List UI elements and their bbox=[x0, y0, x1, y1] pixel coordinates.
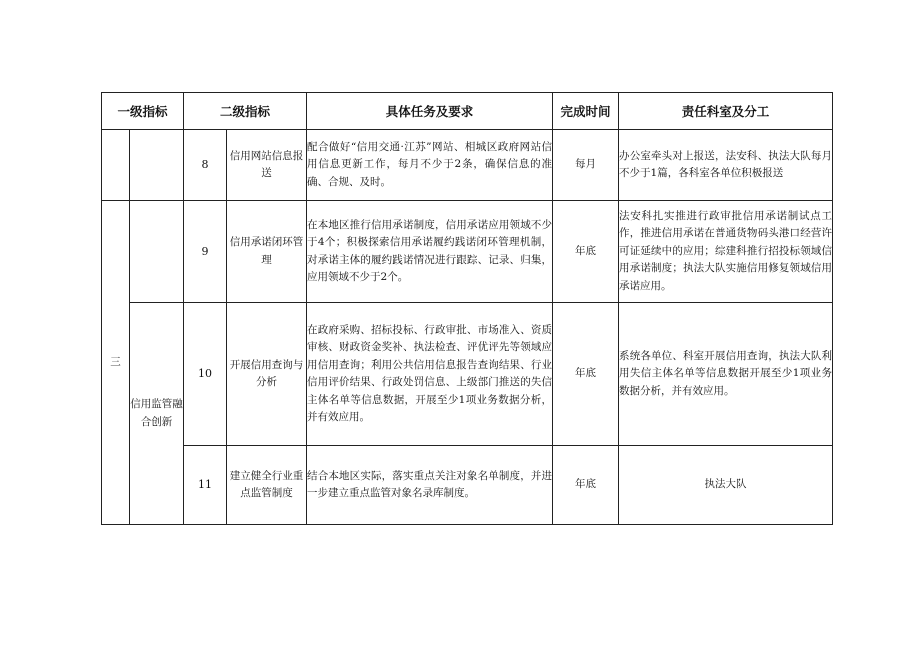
deadline: 每月 bbox=[553, 130, 619, 201]
responsibility: 系统各单位、科室开展信用查询，执法大队利用失信主体名单等信息数据开展至少1项业务数据分析，并有效应用。 bbox=[619, 303, 833, 446]
level1-number: 三 bbox=[102, 201, 130, 525]
responsibility: 法安科扎实推进行政审批信用承诺制试点工作，推进信用承诺在普通货物码头港口经营许可证延续中的应用；综建科推行招投标领域信用承诺制度；执法大队实施信用修复领域信用承诺应用。 bbox=[619, 201, 833, 303]
row-number: 8 bbox=[184, 130, 227, 201]
task-requirement: 在本地区推行信用承诺制度，信用承诺应用领域不少于4个；积极探索信用承诺履约践诺闭环管理机制，对承诺主体的履约践诺情况进行跟踪、记录、归集，应用领域不少于2个。 bbox=[307, 201, 553, 303]
level2-indicator: 开展信用查询与分析 bbox=[227, 303, 307, 446]
responsibility: 办公室牵头对上报送，法安科、执法大队每月不少于1篇，各科室各单位积极报送 bbox=[619, 130, 833, 201]
row-number: 10 bbox=[184, 303, 227, 446]
level2-indicator: 信用承诺闭环管理 bbox=[227, 201, 307, 303]
empty-cell bbox=[130, 201, 184, 303]
header-row bbox=[102, 93, 833, 130]
deadline: 年底 bbox=[553, 201, 619, 303]
level2-indicator: 信用网站信息报送 bbox=[227, 130, 307, 201]
table-row bbox=[102, 130, 833, 201]
responsibility: 执法大队 bbox=[619, 446, 833, 525]
table-row bbox=[102, 446, 833, 525]
header-responsibility: 责任科室及分工 bbox=[619, 93, 833, 130]
level1-indicator: 信用监管融合创新 bbox=[130, 303, 184, 525]
row-number: 11 bbox=[184, 446, 227, 525]
deadline: 年底 bbox=[553, 303, 619, 446]
level2-indicator: 建立健全行业重点监管制度 bbox=[227, 446, 307, 525]
deadline: 年底 bbox=[553, 446, 619, 525]
empty-cell bbox=[102, 130, 130, 201]
header-level1: 一级指标 bbox=[102, 93, 184, 130]
task-requirement: 配合做好“信用交通·江苏”网站、相城区政府网站信用信息更新工作，每月不少于2条，确保信息的准确、合规、及时。 bbox=[307, 130, 553, 201]
header-task: 具体任务及要求 bbox=[307, 93, 553, 130]
empty-cell bbox=[130, 130, 184, 201]
table-row bbox=[102, 201, 833, 303]
task-requirement: 结合本地区实际，落实重点关注对象名单制度，并进一步建立重点监管对象名录库制度。 bbox=[307, 446, 553, 525]
row-number: 9 bbox=[184, 201, 227, 303]
header-level2: 二级指标 bbox=[184, 93, 307, 130]
header-deadline: 完成时间 bbox=[553, 93, 619, 130]
task-requirement: 在政府采购、招标投标、行政审批、市场准入、资质审核、财政资金奖补、执法检查、评优评先等领域应用信用查询；利用公共信用信息报告查询结果、行业信用评价结果、行政处罚信息、上级部门推送的失信主体名单等信息数据，开展至少1项业务数据分析，并有效应用。 bbox=[307, 303, 553, 446]
task-table bbox=[101, 92, 833, 525]
table-row bbox=[102, 303, 833, 446]
